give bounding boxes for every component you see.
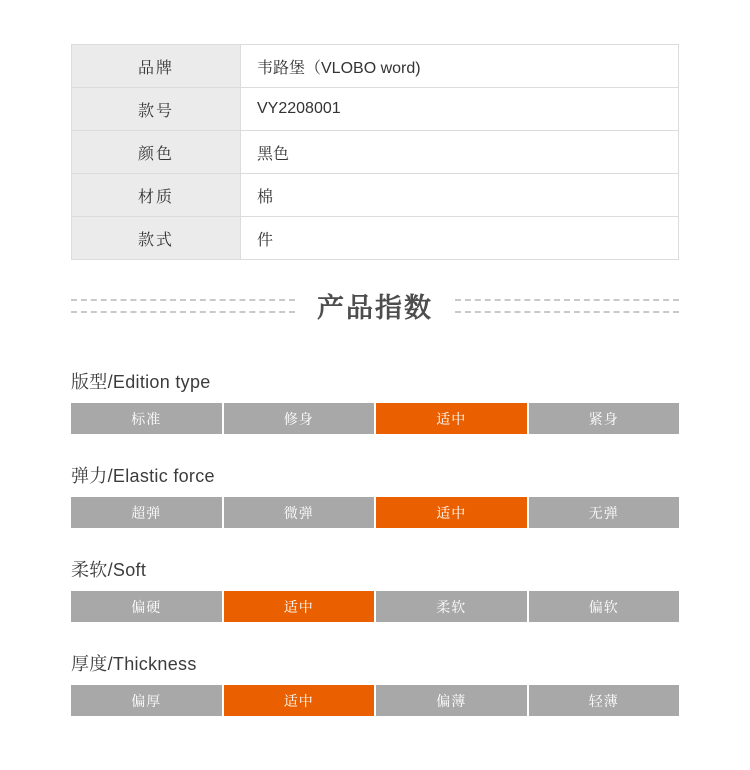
spec-value: 黑色 bbox=[241, 131, 679, 174]
scale-option-selected: 适中 bbox=[376, 403, 529, 434]
scale-option: 偏薄 bbox=[376, 685, 529, 716]
index-block-soft bbox=[71, 556, 679, 622]
scale-option: 超弹 bbox=[71, 497, 224, 528]
scale-option: 偏硬 bbox=[71, 591, 224, 622]
dashed-divider bbox=[455, 311, 679, 314]
table-row bbox=[72, 131, 679, 174]
spec-value: VY2208001 bbox=[241, 88, 679, 131]
spec-value: 棉 bbox=[241, 174, 679, 217]
scale-option: 修身 bbox=[224, 403, 377, 434]
scale-option-selected: 适中 bbox=[224, 685, 377, 716]
scale-option: 标准 bbox=[71, 403, 224, 434]
index-block-edition-type bbox=[71, 368, 679, 434]
scale-option: 微弹 bbox=[224, 497, 377, 528]
dashed-divider bbox=[71, 299, 295, 302]
spec-label: 品牌 bbox=[72, 45, 241, 88]
spec-label: 款式 bbox=[72, 217, 241, 260]
spec-label: 材质 bbox=[72, 174, 241, 217]
index-label: 版型/Edition type bbox=[71, 372, 211, 392]
spec-label: 款号 bbox=[72, 88, 241, 131]
spec-label: 颜色 bbox=[72, 131, 241, 174]
table-row bbox=[72, 88, 679, 131]
index-scale bbox=[71, 591, 679, 622]
index-block-elastic-force bbox=[71, 462, 679, 528]
decorative-dashes-left bbox=[71, 298, 295, 313]
scale-option: 轻薄 bbox=[529, 685, 680, 716]
scale-option: 偏厚 bbox=[71, 685, 224, 716]
index-label: 弹力/Elastic force bbox=[71, 466, 215, 486]
spec-value: 韦路堡（VLOBO word) bbox=[241, 45, 679, 88]
index-scale bbox=[71, 685, 679, 716]
spec-value: 件 bbox=[241, 217, 679, 260]
table-row bbox=[72, 45, 679, 88]
dashed-divider bbox=[71, 311, 295, 314]
scale-option: 偏软 bbox=[529, 591, 680, 622]
scale-option-selected: 适中 bbox=[224, 591, 377, 622]
index-label: 厚度/Thickness bbox=[71, 654, 197, 674]
product-spec-table bbox=[71, 44, 679, 260]
dashed-divider bbox=[455, 299, 679, 302]
table-row bbox=[72, 174, 679, 217]
index-block-thickness bbox=[71, 650, 679, 716]
page-title: 产品指数 bbox=[317, 292, 433, 323]
index-scale bbox=[71, 403, 679, 434]
index-label: 柔软/Soft bbox=[71, 560, 147, 580]
scale-option: 紧身 bbox=[529, 403, 680, 434]
section-heading bbox=[71, 282, 679, 328]
index-scale bbox=[71, 497, 679, 528]
decorative-dashes-right bbox=[455, 298, 679, 313]
scale-option-selected: 适中 bbox=[376, 497, 529, 528]
scale-option: 无弹 bbox=[529, 497, 680, 528]
scale-option: 柔软 bbox=[376, 591, 529, 622]
table-row bbox=[72, 217, 679, 260]
